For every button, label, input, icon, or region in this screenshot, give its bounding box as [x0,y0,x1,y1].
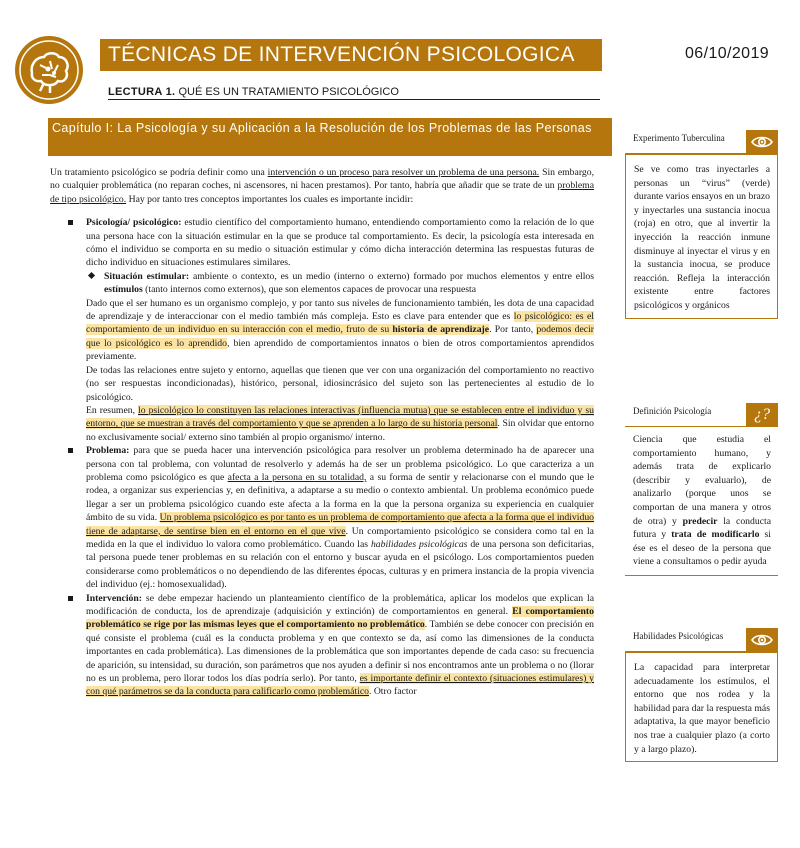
list-item-problema: Problema: para que se pueda hacer una intervención psicológica para resolver un problema determinado ha de aparecer una persona con tal problema, con voluntad de resolverlo y además ha de ser un problema psicológico. Lo que caracteriza a un problema como psicológico es que afecta a la persona en su totalidad, a su forma de sentir y relacionarse con el mundo que le rodea, a organizar sus experiencias y, en definitiva, a adaptarse a su medio o contexto ambiental. Un problema económico puede llegar a ser un problema psicológico cuando este afecta a la forma en la que la persona organiza su experiencia en cualquier ámbito de su vida. Un problema psicológico es por tanto es un problema de comportamiento que afecta a la forma que el individuo tiene de adaptarse, de sentirse bien en el entorno en el que vive. Un comportamiento psicológico se considera como tal en la medida en la que el individuo lo valora como problemático. Cuando las habilidades psicológicas de una persona son deficitarias, tal persona puede tener problemas en su relación con el entorno y buscar ayuda en el psicólogo. Los comportamientos pueden considerarse como problemáticos o no dependiendo de las diferentes épocas, culturas y en primera instancia de la propia vivencia del individuo (ej.: homosexualidad). [50,444,594,591]
sidebar-text: Ciencia que estudia el comportamiento humano, y además trata de explicarlo (describir y evaluarlo), de analizarlo (porque unos se comportan de una manera y otros de otra) y predecir la conducta futura y trata de modificarlo si ése es el deseo de la persona que viene a consultamos o pedir ayuda [625,427,778,576]
square-bullet-icon [68,448,73,453]
brain-logo-icon [14,35,84,105]
sublist-item-situacion: Situación estimular: ambiente o contexto, es un medio (interno o externo) formado por muchos elementos y entre ellos estímulos (tanto internos como externos), que son elementos capaces de provocar una respuesta [50,270,594,297]
sidebar-box-habilidades [625,628,778,762]
eye-icon [751,135,773,149]
question-icon: ¿? [754,406,770,423]
lecture-title: QUÉ ES UN TRATAMIENTO PSICOLÓGICO [178,86,399,98]
diamond-bullet-icon [88,272,95,279]
lecture-label: LECTURA 1. [108,86,176,98]
psicologia-paragraph-2: Dado que el ser humano es un organismo complejo, y por tanto sus niveles de funcionamiento también, les dota de una capacidad de aprendizaje y de interaccionar con el medio también más compleja. Esto es clave para entender que es lo psicológico: es el comportamiento de un individuo en su interacción con el medio, fruto de su historia de aprendizaje. Por tanto, podemos decir que lo psicológico es lo aprendido, bien aprendido de comportamientos innatos o bien de otros comportamientos aprendidos previamente. [86,297,595,363]
main-text [50,166,594,699]
document-title: TÉCNICAS DE INTERVENCIÓN PSICOLOGICA [100,39,602,71]
chapter-title: Capítulo I: La Psicología y su Aplicación a la Resolución de los Problemas de las Personas [48,118,612,156]
sidebar-label: Experimento Tuberculina [633,133,725,144]
sidebar-text: Se ve como tras inyectarles a personas un “virus” (verde) durante varios ensayos en un brazo y inyectarles una sustancia inocua (roja) en otro, que al invertir la inyección la reacción inmune disminuye al inyectar el virus y en la sustancia inocua, se produce reacción. Refleja la interacción existente entre factores psicológicos y orgánicos [625,154,778,319]
sidebar-text: La capacidad para interpretar adecuadamente los estímulos, el entorno que nos rodea y la habilidad para dar la respuesta más adaptativa, la que mayor beneficio nos trae a cualquier plazo (a corto y a largo plazo). [625,652,778,762]
sidebar-label: Habilidades Psicológicas [633,631,724,642]
eye-icon [751,633,773,647]
square-bullet-icon [68,596,73,601]
psicologia-paragraph-3: De todas las relaciones entre sujeto y entorno, aquellas que tienen que ver con una organización del comportamiento no reactivo (no ser respuestas incondicionadas), histórico, personal, idiosincrásico del sujeto son las pertenecientes al estudio de lo psicológico. [86,364,594,403]
lecture-heading [108,86,600,100]
intro-paragraph: Un tratamiento psicológico se podría definir como una intervención o un proceso para resolver un problema de una persona. Sin embargo, no cualquier problemática (no reparan coches, ni ascensores, ni hacen prestamos). Por tanto, habría que añadir que se trate de un problema de tipo psicológico. Hay por tanto tres conceptos importantes los cuales es importante incidir: [50,167,594,205]
document-date: 06/10/2019 [685,45,770,62]
sidebar-box-definicion [625,403,778,576]
sidebar-label: Definición Psicología [633,406,712,417]
sidebar-box-tuberculina [625,130,778,319]
list-item-psicologia: Psicología/ psicológico: estudio científico del comportamiento humano, entendiendo comportamiento como la relación de lo que una persona hace con la situación estimular en la que se produce tal comportamiento. Es decir, la psicología esta interesada en cómo el individuo se comporta en su medio o situación estimular y cómo dicha interacción determina las respuestas futuras de dicho individuo en situaciones estimulares similares. [50,216,594,270]
list-item-intervencion: Intervención: se debe empezar haciendo un planteamiento científico de la problemática, aplicar los modelos que explican la modificación de conducta, los de aprendizaje (adquisición y extinción) de comportamientos en general. El comportamiento problemático se rige por las mismas leyes que el comportamiento no problemático. También se debe conocer con precisión en qué consiste el problema (cuál es la conducta problema y en que contexto se da, así como las dimensiones de la conducta importantes en cada problemática). Las dimensiones de la problemática que son importantes depende de cada caso: su frecuencia de aparición, su intensidad, su duración, son parámetros que nos ayuden a definir si nos encontramos ante un problema o no (llorar no es un problema, pero llorar todos los días podría serlo). Por tanto, es importante definir el contexto (situaciones estimulares) y con qué parámetros se da la conducta para calificarlo como problemático. Otro factor [50,592,594,699]
psicologia-paragraph-4: En resumen, lo psicológico lo constituyen las relaciones interactivas (influencia mutua) que se establecen entre el individuo y su entorno, que se muestran a través del comportamiento y que se aprenden a lo largo de su historia personal. Sin olvidar que entorno no exclusivamente social/ externo sino también al propio organismo/ interno. [86,404,594,443]
square-bullet-icon [68,220,73,225]
